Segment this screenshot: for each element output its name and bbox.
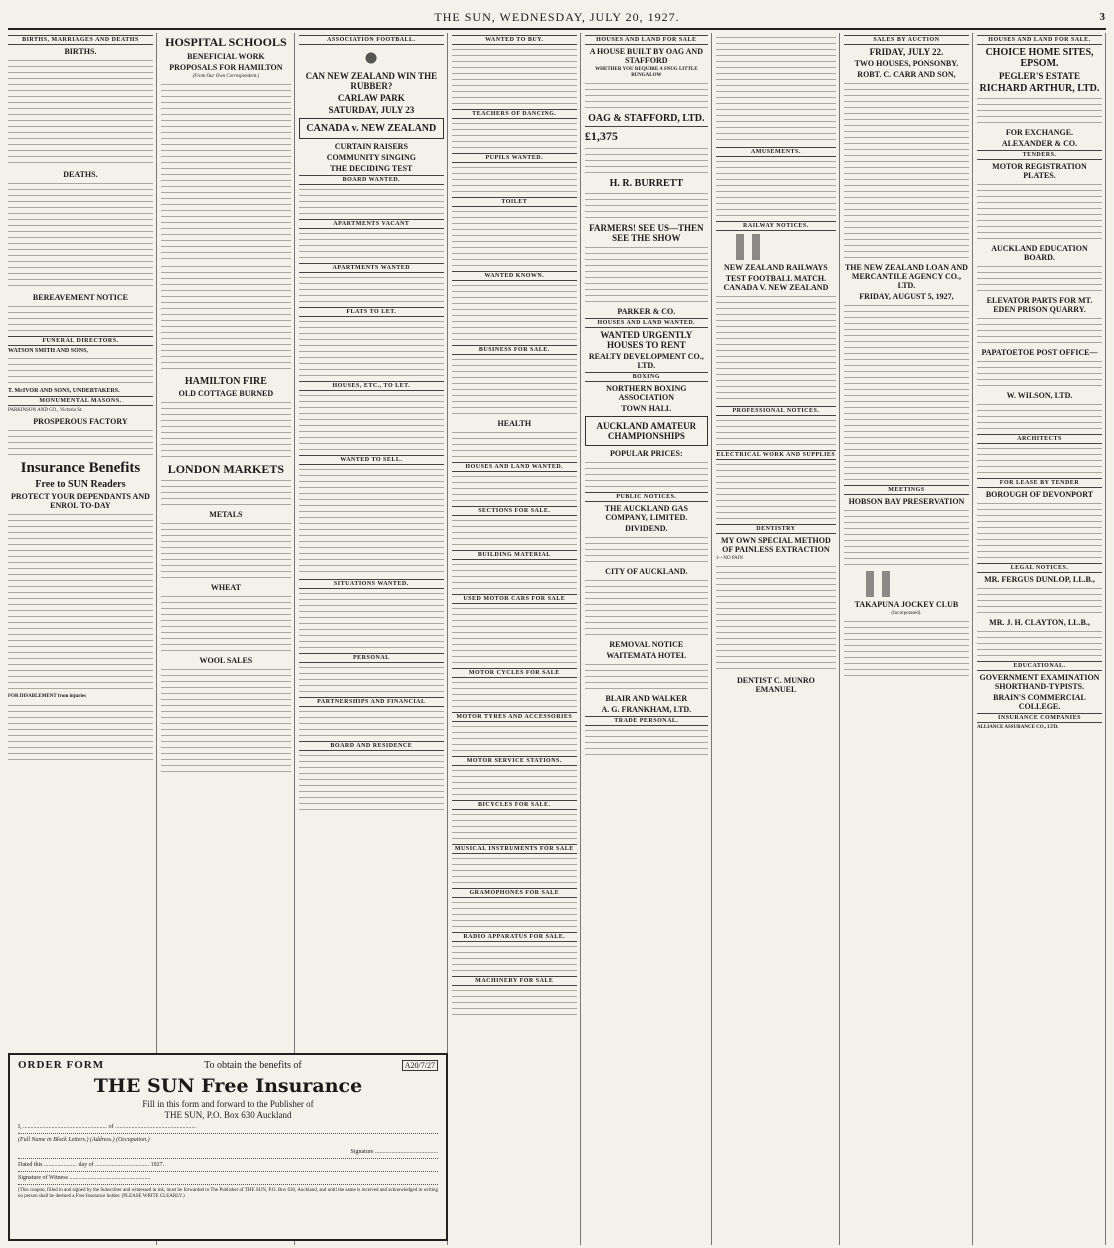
monumental-header: MONUMENTAL MASONS. (8, 396, 153, 406)
machinery-header: MACHINERY FOR SALE (452, 976, 577, 986)
correspondent-line: (From Our Own Correspondent.) (192, 73, 260, 79)
hospital-heading: HOSPITAL SCHOOLS (165, 35, 287, 49)
beneficial-heading: BENEFICIAL WORK (187, 51, 265, 61)
northern-boxing: NORTHERN BOXING ASSOCIATION (606, 384, 687, 402)
wanted-buy-header: WANTED TO BUY. (452, 35, 577, 45)
horse-illustration (866, 571, 946, 597)
elevator-parts: ELEVATOR PARTS FOR MT. EDEN PRISON QUARRY. (986, 296, 1093, 314)
can-nz-win: CAN NEW ZEALAND WIN THE RUBBER? (305, 71, 438, 91)
amusements-header: AMUSEMENTS. (716, 147, 836, 157)
proposals-heading: PROPOSALS FOR HAMILTON (169, 62, 283, 72)
personal-header: PERSONAL (299, 653, 444, 663)
motor-service-header: MOTOR SERVICE STATIONS. (452, 756, 577, 766)
insurance-header: INSURANCE COMPANIES (977, 713, 1102, 723)
tenders-header: TENDERS. (977, 150, 1102, 160)
choice-home-sites: CHOICE HOME SITES, EPSOM. (985, 47, 1094, 69)
brains-college: BRAIN'S COMMERCIAL COLLEGE. (993, 693, 1086, 711)
insurance-heading: Insurance Benefits (20, 459, 141, 476)
order-sub-1: Fill in this form and forward to the Publisher of (142, 1099, 314, 1109)
pupils-header: PUPILS WANTED. (452, 153, 577, 163)
column-8 (977, 33, 1106, 1245)
columns (8, 33, 1106, 1245)
amateur-championships: AUCKLAND AMATEUR CHAMPIONSHIPS (596, 421, 697, 441)
factory-heading: PROSPEROUS FACTORY (33, 416, 128, 426)
order-name-line: I, ........................................................ of ...................................................... (18, 1124, 438, 1134)
architects-header: ARCHITECTS (977, 434, 1102, 444)
dentistry-header: DENTISTRY (716, 524, 836, 534)
flats-header: FLATS TO LET. (299, 307, 444, 317)
nz-railways: NEW ZEALAND RAILWAYS (724, 263, 828, 272)
business-header: BUSINESS FOR SALE. (452, 345, 577, 355)
alliance: ALLIANCE ASSURANCE CO., LTD. (976, 725, 1059, 730)
takapuna-jockey: TAKAPUNA JOCKEY CLUB (854, 600, 959, 609)
hamilton-fire-heading: HAMILTON FIRE (184, 375, 267, 387)
for-lease-header: FOR LEASE BY TENDER (977, 478, 1102, 488)
bereavement-text (8, 304, 153, 334)
order-signature-line: Signature .......................................... (18, 1149, 438, 1159)
deaths-text (8, 181, 153, 291)
legal-header: LEGAL NOTICES. (977, 563, 1102, 573)
parker: PARKER & CO. (617, 307, 676, 316)
parkinson-ad: PARKINSON AND CO., Victoria St. (8, 408, 83, 414)
realty: REALTY DEVELOPMENT CO., LTD. (588, 352, 704, 370)
incorporated: (Incorporated). (891, 611, 922, 616)
column-4 (452, 33, 581, 1245)
burrett: H. R. BURRETT (609, 178, 684, 189)
births-text (8, 58, 153, 168)
farmers-heading: FARMERS! SEE US—THEN SEE THE SHOW (589, 223, 704, 243)
carlaw-park: CARLAW PARK (337, 93, 405, 103)
births-section-header: BIRTHS, MARRIAGES AND DEATHS (8, 35, 153, 45)
order-fine-print: (This coupon, filled in and signed by the Subscriber and witnessed in ink, must be forwarded to The Publisher of THE SUN, P.O. Box 630, Auckland, and until the same is received and acknowledged in writing no person shall be deemed a Free Insurance holder. (PLEASE WRITE CLEARLY.) (18, 1188, 438, 1199)
price-1375: £1,375 (584, 129, 618, 144)
partnerships-header: PARTNERSHIPS AND FINANCIAL (299, 697, 444, 707)
motor-cycles-header: MOTOR CYCLES FOR SALE (452, 668, 577, 678)
protect-heading: PROTECT YOUR DEPENDANTS AND ENROL TO-DAY (10, 492, 150, 511)
apartments-wanted-header: APARTMENTS WANTED (299, 263, 444, 273)
peglers-estate: PEGLER'S ESTATE (999, 71, 1080, 81)
test-football: TEST FOOTBALL MATCH. CANADA V. NEW ZEALAND (723, 274, 829, 292)
electrical-header: ELECTRICAL WORK AND SUPPLIES (716, 452, 836, 458)
deaths-heading: DEATHS. (63, 170, 98, 179)
own-special-method: MY OWN SPECIAL METHOD OF PAINLESS EXTRACTION (721, 536, 831, 554)
richard-arthur: RICHARD ARTHUR, LTD. (979, 83, 1100, 94)
boxing-header: BOXING (585, 372, 708, 382)
order-witness-line: Signature of Witness ...................................................... (18, 1175, 438, 1185)
wheat-heading: WHEAT (210, 583, 241, 593)
bereavement-heading: BEREAVEMENT NOTICE (32, 293, 128, 302)
houses-land-wanted-header: HOUSES AND LAND WANTED. (585, 318, 708, 328)
canada-nz: CANADA v. NEW ZEALAND (306, 123, 437, 134)
masthead-title: THE SUN, WEDNESDAY, JULY 20, 1927. (434, 9, 680, 24)
deciding-test: THE DECIDING TEST (330, 164, 413, 173)
order-labels-line: (Full Name in Block Letters.) (Address.) (Occupation.) (18, 1137, 150, 1143)
funeral-header: FUNERAL DIRECTORS. (8, 336, 153, 346)
masthead (8, 6, 1106, 30)
popular-prices: POPULAR PRICES: (610, 449, 683, 458)
frankham: A. G. FRANKHAM, LTD. (601, 705, 692, 714)
wilson-ltd: W. WILSON, LTD. (1006, 391, 1073, 400)
houses-let-header: HOUSES, ETC., TO LET. (299, 381, 444, 391)
community-singing: COMMUNITY SINGING (326, 153, 416, 162)
educational-header: EDUCATIONAL. (977, 661, 1102, 671)
gov-exam: GOVERNMENT EXAMINATION SHORTHAND-TYPISTS. (979, 673, 1100, 691)
radio-header: RADIO APPARATUS FOR SALE. (452, 932, 577, 942)
gramophones-header: GRAMOPHONES FOR SALE (452, 888, 577, 898)
toilet-header: TOILET (452, 197, 577, 207)
professional-header: PROFESSIONAL NOTICES. (716, 406, 836, 416)
cottage-heading: OLD COTTAGE BURNED (178, 388, 274, 398)
for-exchange: FOR EXCHANGE. (1005, 128, 1074, 137)
gas-company: THE AUCKLAND GAS COMPANY, LIMITED. (604, 504, 688, 522)
nz-loan: THE NEW ZEALAND LOAN AND MERCANTILE AGENCY CO., LTD. (844, 263, 968, 290)
trade-personal-header: TRADE PERSONAL. (585, 716, 708, 726)
births-heading: BIRTHS. (64, 47, 97, 56)
column-5 (585, 33, 712, 1245)
train-illustration (736, 234, 816, 260)
tyres-header: MOTOR TYRES AND ACCESSORIES (452, 712, 577, 722)
fergus-dunlop: MR. FERGUS DUNLOP, LL.B., (984, 575, 1095, 584)
order-form-label: ORDER FORM (18, 1059, 105, 1071)
friday-aug-5: FRIDAY, AUGUST 5, 1927, (859, 292, 954, 301)
wool-heading: WOOL SALES (199, 656, 253, 666)
used-cars-header: USED MOTOR CARS FOR SALE (452, 594, 577, 604)
alexander: ALEXANDER & CO. (1001, 139, 1078, 148)
order-dated-line: Dated this ...................... day of .................................... 1927. (18, 1162, 438, 1172)
papatoetoe: PAPATOETOE POST OFFICE— (981, 348, 1098, 357)
houses-sale-header-8: HOUSES AND LAND FOR SALE. (977, 35, 1102, 45)
metals-heading: METALS (209, 510, 243, 520)
auckland-education: AUCKLAND EDUCATION BOARD. (991, 244, 1088, 262)
match-date: SATURDAY, JULY 23 (328, 105, 415, 115)
building-header: BUILDING MATERIAL (452, 550, 577, 560)
apartments-vacant-header: APARTMENTS VACANT (299, 219, 444, 229)
hobson-bay: HOBSON BAY PRESERVATION (848, 497, 965, 506)
carr-son: ROBT. C. CARR AND SON, (857, 70, 956, 79)
football-header: ASSOCIATION FOOTBALL. (299, 35, 444, 45)
houses-sale-header: HOUSES AND LAND FOR SALE (585, 35, 708, 45)
wanted-urgently: WANTED URGENTLY HOUSES TO RENT (600, 330, 693, 350)
houses-wanted-header: HOUSES AND LAND WANTED. (452, 462, 577, 472)
order-form (8, 1053, 448, 1241)
meetings-header: MEETINGS (844, 485, 969, 495)
city-auckland: CITY OF AUCKLAND. (605, 567, 688, 576)
musical-header: MUSICAL INSTRUMENTS FOR SALE (452, 844, 577, 854)
page-number: 3 (1099, 11, 1106, 23)
railway-header: RAILWAY NOTICES. (716, 221, 836, 231)
two-houses: TWO HOUSES, PONSONBY. (854, 59, 959, 68)
clayton: MR. J. H. CLAYTON, LL.B., (989, 618, 1090, 627)
bungalow-line: WHETHER YOU REQUIRE A SNUG LITTLE BUNGALOW (595, 67, 698, 79)
motor-reg-plates: MOTOR REGISTRATION PLATES. (992, 162, 1087, 180)
curtain-raisers: CURTAIN RAISERS (334, 142, 408, 151)
column-6 (716, 33, 840, 1245)
column-7 (844, 33, 973, 1245)
insurance-benefits-list (8, 512, 153, 692)
situations-header: SITUATIONS WANTED. (299, 579, 444, 589)
borough-devonport: BOROUGH OF DEVONPORT (985, 490, 1094, 499)
friday-july-22: FRIDAY, JULY 22. (869, 47, 944, 57)
watson-ad: WATSON SMITH AND SONS, (8, 348, 88, 354)
order-code: A20/7/27 (402, 1060, 438, 1071)
oag-stafford: OAG & STAFFORD, LTD. (588, 113, 705, 125)
health-heading: HEALTH (497, 419, 532, 428)
insurance-sub: Free to SUN Readers (35, 479, 126, 491)
sales-auction-header: SALES BY AUCTION (844, 35, 969, 45)
order-title: THE SUN Free Insurance (93, 1075, 363, 1097)
london-heading: LONDON MARKETS (167, 461, 285, 476)
dentist-emanuel: DENTIST C. MUNRO EMANUEL (736, 676, 815, 695)
waitemata: WAITEMATA HOTEL (606, 651, 687, 660)
removal-notice: REMOVAL NOTICE (609, 640, 684, 649)
disablement-line: FOR DISABLEMENT from injuries (8, 694, 87, 700)
bicycles-header: BICYCLES FOR SALE. (452, 800, 577, 810)
sections-header: SECTIONS FOR SALE. (452, 506, 577, 516)
football-player-illustration (360, 47, 382, 69)
board-residence-header: BOARD AND RESIDENCE (299, 741, 444, 751)
order-sub-2: THE SUN, P.O. Box 630 Auckland (164, 1110, 292, 1120)
public-notices-header: PUBLIC NOTICES. (585, 492, 708, 502)
mcivor-ad: T. McIVOR AND SONS, UNDERTAKERS. (8, 388, 120, 395)
no-pain: 1—NO PAIN (715, 556, 744, 561)
order-benefits: To obtain the benefits of (204, 1060, 302, 1071)
wanted-known-header: WANTED KNOWN. (452, 271, 577, 281)
wanted-sell-header: WANTED TO SELL. (299, 455, 444, 465)
teachers-header: TEACHERS OF DANCING. (452, 109, 577, 119)
house-built-heading: A HOUSE BUILT BY OAG AND STAFFORD (589, 47, 703, 65)
blair-walker: BLAIR AND WALKER (605, 694, 688, 703)
board-wanted-header: BOARD WANTED. (299, 175, 444, 185)
town-hall: TOWN HALL (621, 404, 672, 413)
dividend: DIVIDEND. (625, 524, 668, 533)
